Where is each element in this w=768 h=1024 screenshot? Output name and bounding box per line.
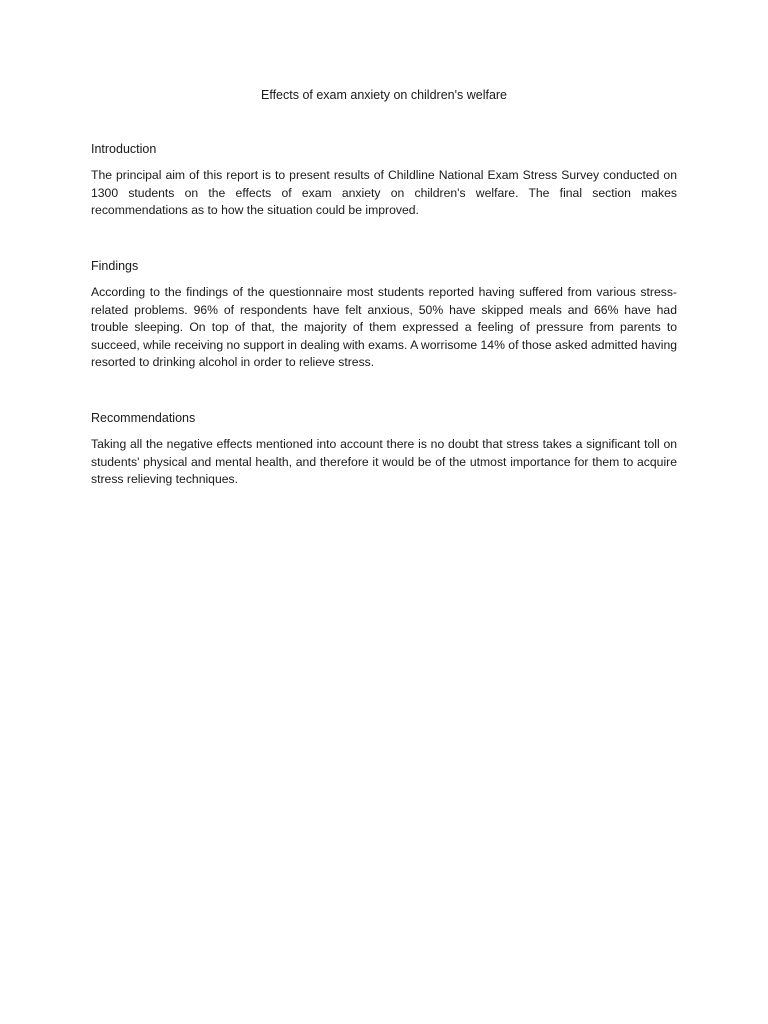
- section-body-introduction: The principal aim of this report is to present results of Childline National Exam Stress Survey conducted on 1300 students on the effects of exam anxiety on children's welfare. The final section makes recommendations as to how the situation could be improved.: [91, 168, 677, 218]
- section-introduction: [91, 140, 677, 220]
- section-heading-findings: Findings: [91, 259, 139, 273]
- section-body-findings: According to the findings of the questionnaire most students reported having suffered from various stress-related problems. 96% of respondents have felt anxious, 50% have skipped meals and 66% have had trouble sleeping. On top of that, the majority of them expressed a feeling of pressure from parents to succeed, while receiving no support in dealing with exams. A worrisome 14% of those asked admitted having resorted to drinking alcohol in order to relieve stress.: [91, 285, 677, 370]
- section-recommendations: [91, 409, 677, 489]
- section-body-recommendations: Taking all the negative effects mentioned into account there is no doubt that stress takes a significant toll on students' physical and mental health, and therefore it would be of the utmost importance for them to acquire stress relieving techniques.: [91, 437, 677, 487]
- section-findings: [91, 257, 677, 372]
- section-heading-introduction: Introduction: [91, 142, 157, 156]
- document-title: Effects of exam anxiety on children's welfare: [260, 88, 508, 102]
- section-heading-recommendations: Recommendations: [91, 411, 196, 425]
